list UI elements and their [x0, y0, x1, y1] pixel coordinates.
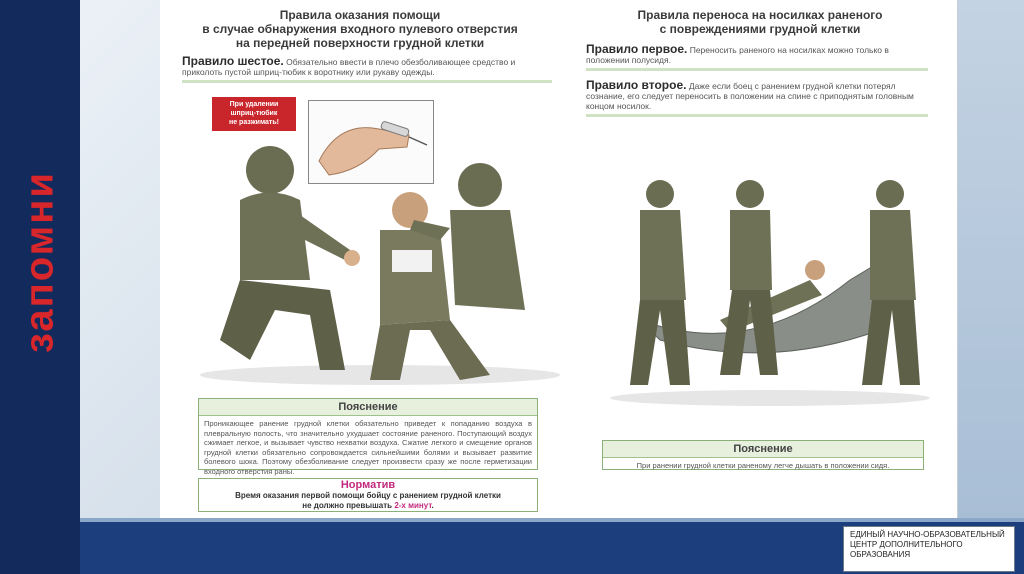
right-decor-panel [958, 0, 1024, 522]
rule-one-text: Переносить раненого на носилках можно только в положении полусидя. [586, 45, 889, 65]
right-title-line-1: Правила переноса на носилках раненого [637, 8, 883, 22]
left-title-line-3: на передней поверхности грудной клетки [235, 36, 485, 50]
right-title [590, 8, 930, 36]
norm-title: Норматив [340, 479, 396, 491]
rule-six-text: Обязательно ввести в плечо обезболивающее средство и приколоть пустой шприц-тюбик к воротнику или рукаву одежды. [182, 57, 516, 77]
left-explanation-title: Пояснение [199, 399, 537, 416]
rule-one [586, 44, 928, 71]
first-aid-poster [160, 0, 958, 518]
right-explanation [602, 440, 924, 470]
rule-two [586, 80, 928, 117]
norm-line-2-prefix: не должно превышать [302, 501, 393, 510]
left-title-line-1: Правила оказания помощи [279, 8, 441, 22]
left-explanation-text: Проникающее ранение грудной клетки обязательно приведет к попаданию воздуха в плевральную полость, что значительно ухудшает состояние раненого. Поступающий воздух сжимает легкое, и вызывает чувство нехватки воздуха. Сжатие легкого и смещение органов грудной клетки обязательно сопровождается сильнейшими болями и вызывает развитие болевого шока. Поэтому обезболивание следует произвести сразу же после герметизации входного отверстия раны. [204, 419, 532, 476]
left-title-line-2: в случае обнаружения входного пулевого отверстия [202, 22, 518, 36]
norm-line-1: Время оказания первой помощи бойцу с ранением грудной клетки [235, 491, 501, 500]
hand-syringe-icon [309, 101, 435, 185]
rule-six-label: Правило шестое. [182, 54, 284, 68]
rule-six [182, 56, 552, 83]
norm-line-2 [199, 501, 537, 511]
rule-two-text: Даже если боец с ранением грудной клетки потерял сознание, его следует переносить в положении на спине с приподнятым головным концом носилок. [586, 81, 914, 111]
rule-one-label: Правило первое. [586, 42, 688, 56]
organization-label [843, 526, 1015, 572]
warning-line-2: шприц-тюбик [230, 110, 278, 117]
org-line-3: ОБРАЗОВАНИЯ [850, 550, 911, 559]
rule-two-label: Правило второе. [586, 78, 687, 92]
stretcher-illustration [600, 170, 940, 410]
syringe-inset [308, 100, 434, 184]
norm-line-2-suffix: . [431, 501, 434, 510]
left-band [0, 0, 80, 574]
org-line-1: ЕДИНЫЙ НАУЧНО-ОБРАЗОВАТЕЛЬНЫЙ [850, 530, 1005, 539]
right-title-line-2: с повреждениями грудной клетки [659, 22, 861, 36]
norm-time-value: 2-х минут [394, 501, 432, 510]
warning-line-1: При удалении [229, 101, 279, 108]
left-title [190, 8, 530, 50]
org-line-2: ЦЕНТР ДОПОЛНИТЕЛЬНОГО [850, 540, 963, 549]
norm-box [198, 478, 538, 512]
right-explanation-text: При ранении грудной клетки раненому легче дышать в положении сидя. [636, 461, 890, 470]
right-explanation-title: Пояснение [603, 441, 923, 458]
warning-line-3: не разжимать! [228, 119, 279, 126]
left-explanation [198, 398, 538, 476]
vertical-word: запомни [17, 170, 62, 354]
syringe-warning [212, 97, 296, 131]
